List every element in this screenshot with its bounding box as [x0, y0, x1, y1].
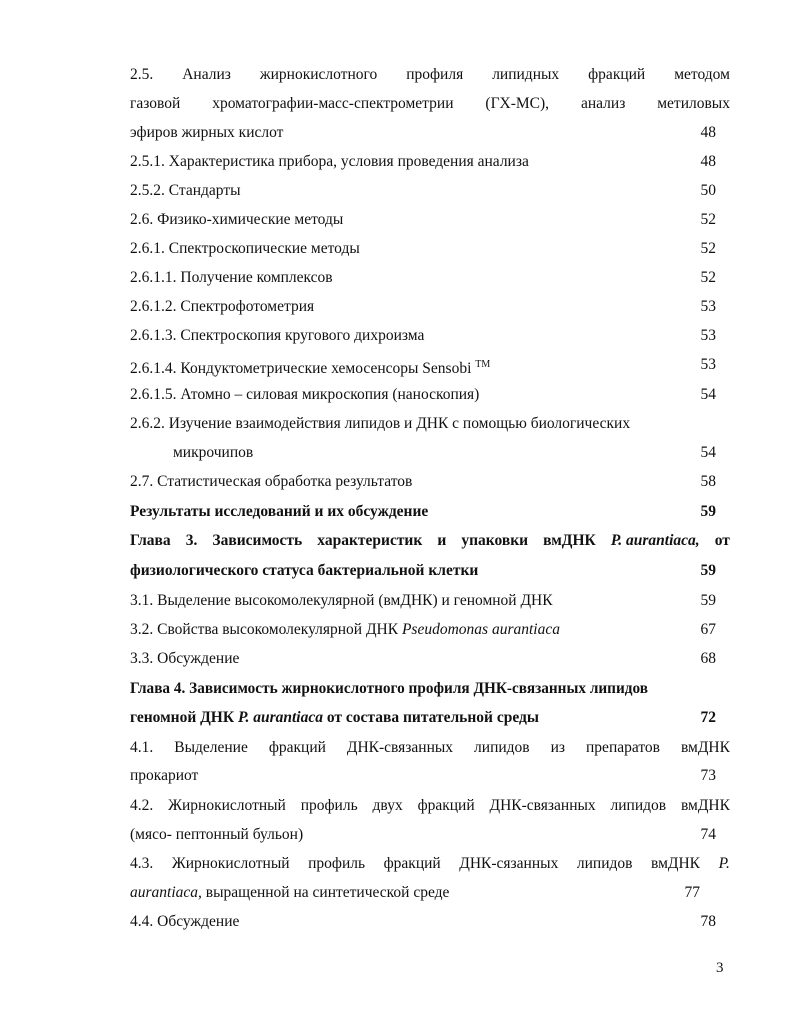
toc-page-number: 48 — [700, 153, 716, 170]
word: Жирнокислотный — [171, 855, 290, 872]
toc-entry-title: 2.5.2. Стандарты — [130, 182, 241, 199]
word: анализ — [580, 95, 626, 112]
toc-entry-title: 2.6.2. Изучение взаимодействия липидов и ДНК с помощью биологических — [130, 415, 631, 432]
toc-2-7 — [130, 471, 730, 493]
toc-results — [130, 501, 730, 523]
toc-page-number: 58 — [700, 473, 716, 490]
word: Анализ — [182, 66, 231, 83]
word: препаратов — [586, 739, 660, 756]
toc-entry-title: 2.6. Физико-химические методы — [130, 211, 344, 228]
word: двух — [372, 797, 403, 814]
toc-entry-title: 2.6.1.1. Получение комплексов — [130, 269, 333, 286]
word: 4.3. — [130, 855, 154, 872]
toc-2-6-1-3 — [130, 325, 730, 347]
toc-4-3-line2 — [130, 882, 730, 904]
toc-3-2 — [130, 619, 730, 641]
word: Жирнокислотный — [168, 797, 286, 814]
toc-entry-title: прокариот — [130, 767, 199, 784]
word: профиля — [406, 66, 464, 83]
toc-entry-title: 2.6.1.2. Спектрофотометрия — [130, 298, 315, 315]
toc-entry-title: от состава питательной среды — [326, 709, 539, 726]
species-name: P. aurantiaca, — [610, 532, 700, 549]
toc-entry-title: 2.7. Статистическая обработка результатов — [130, 473, 413, 490]
toc-entry-title: 2.6.1.4. Кондуктометрические хемосенсоры Sensobi — [130, 360, 472, 378]
toc-2-5-2 — [130, 180, 730, 202]
word: и — [437, 532, 447, 549]
word: фракций — [588, 66, 646, 83]
word: жирнокислотного — [259, 66, 378, 83]
toc-2-5-line1 — [130, 64, 730, 86]
toc-page-number: 48 — [700, 124, 716, 141]
species-name: P. aurantiaca — [237, 709, 323, 726]
toc-2-5-line2 — [130, 93, 730, 115]
toc-2-6-1 — [130, 238, 730, 260]
toc-page-number: 73 — [700, 767, 716, 784]
toc-4-1-line1 — [130, 737, 730, 759]
toc-ch4-line2 — [130, 707, 730, 729]
toc-entry-title: 3.1. Выделение высокомолекулярной (вмДНК) и геномной ДНК — [130, 592, 553, 609]
word: 2.5. — [130, 66, 154, 83]
toc-page-number: 68 — [700, 650, 716, 667]
toc-2-5-1 — [130, 151, 730, 173]
toc-2-6 — [130, 209, 730, 231]
species-name: P. — [718, 855, 730, 872]
toc-2-6-1-1 — [130, 267, 730, 289]
toc-page-number: 54 — [700, 386, 716, 403]
toc-2-5-line3 — [130, 122, 730, 144]
species-name: Pseudomonas aurantiaca — [401, 621, 560, 638]
toc-page-number: 67 — [700, 621, 716, 638]
toc-2-6-2-line2 — [130, 442, 730, 464]
word: ДНК-сязанных — [459, 855, 559, 872]
toc-entry-title: 2.6.1.5. Атомно – силовая микроскопия (наноскопия) — [130, 386, 480, 403]
toc-page-number: 53 — [700, 298, 716, 315]
toc-entry-title: 2.6.1. Спектроскопические методы — [130, 240, 360, 257]
word: Выделение — [174, 739, 248, 756]
word: липидных — [492, 66, 560, 83]
toc-entry-title: эфиров жирных кислот — [130, 124, 284, 141]
word: липидов — [610, 797, 667, 814]
word: хроматографии-масс-спектрометрии — [212, 95, 454, 112]
toc-page-number: 78 — [700, 913, 716, 930]
toc-page-number: 59 — [700, 592, 716, 609]
word: вмДНК — [680, 739, 730, 756]
toc-entry-title: выращенной на синтетической среде — [205, 884, 450, 901]
toc-page-number: 59 — [700, 562, 716, 579]
toc-entry-title: 2.5.1. Характеристика прибора, условия проведения анализа — [130, 153, 529, 170]
word: из — [550, 739, 566, 756]
word: липидов — [474, 739, 530, 756]
toc-page-number: 52 — [700, 240, 716, 257]
word: Глава — [130, 532, 171, 549]
toc-ch3-line1 — [130, 530, 730, 552]
toc-page-number: 53 — [700, 327, 716, 344]
word: 4.1. — [130, 739, 154, 756]
word: газовой — [130, 95, 181, 112]
word: профиль — [308, 855, 366, 872]
toc-ch3-line2 — [130, 560, 730, 582]
word: (ГХ-МС), — [485, 95, 550, 112]
word: липидов — [576, 855, 633, 872]
toc-page-number: 74 — [700, 826, 716, 843]
toc-entry-title: Глава 4. Зависимость жирнокислотного профиля ДНК-связанных липидов — [130, 680, 649, 697]
toc-entry-title: 4.4. Обсуждение — [130, 913, 240, 930]
word: фракций — [268, 739, 326, 756]
word: вмДНК — [680, 797, 730, 814]
word: характеристик — [317, 532, 423, 549]
word: метиловых — [657, 95, 730, 112]
toc-2-6-1-5 — [130, 384, 730, 406]
word: фракций — [383, 855, 441, 872]
word: методом — [674, 66, 730, 83]
toc-entry-title: Результаты исследований и их обсуждение — [130, 503, 429, 520]
toc-3-3 — [130, 648, 730, 670]
toc-2-6-1-2 — [130, 296, 730, 318]
toc-entry-title: 2.6.1.3. Спектроскопия кругового дихроизма — [130, 327, 425, 344]
toc-page-number: 77 — [684, 884, 700, 901]
trademark-mark: TM — [475, 359, 491, 370]
word: вмДНК — [543, 532, 596, 549]
toc-2-6-2-line1 — [130, 413, 730, 435]
toc-entry-title: 3.2. Свойства высокомолекулярной ДНК — [130, 621, 399, 638]
toc-page-number: 52 — [700, 269, 716, 286]
toc-4-2-line2 — [130, 824, 730, 846]
word: профиль — [300, 797, 358, 814]
toc-entry-title: (мясо- пептонный бульон) — [130, 826, 304, 843]
toc-4-2-line1 — [130, 795, 730, 817]
toc-4-3-line1 — [130, 853, 730, 875]
word: ДНК-связанных — [346, 739, 454, 756]
toc-page-number: 53 — [700, 356, 716, 373]
toc-4-4 — [130, 911, 730, 933]
toc-entry-title: геномной ДНК — [130, 709, 235, 726]
word: упаковки — [461, 532, 529, 549]
toc-entry-title: физиологического статуса бактериальной клетки — [130, 562, 479, 579]
toc-2-6-1-4 — [130, 354, 730, 376]
toc-entry-title: микрочипов — [173, 444, 254, 461]
word: 3. — [185, 532, 198, 549]
word: фракций — [417, 797, 475, 814]
toc-page-number: 59 — [700, 503, 716, 520]
toc-page-number: 54 — [700, 444, 716, 461]
word: от — [714, 532, 730, 549]
toc-ch4-line1 — [130, 678, 730, 700]
toc-entry-title: 3.3. Обсуждение — [130, 650, 240, 667]
toc-page-number: 72 — [700, 709, 716, 726]
word: 4.2. — [130, 797, 154, 814]
species-name: aurantiaca, — [130, 884, 202, 901]
word: вмДНК — [651, 855, 700, 872]
page-number: 3 — [716, 960, 724, 976]
toc-page-number: 52 — [700, 211, 716, 228]
toc-3-1 — [130, 590, 730, 612]
word: ДНК-связанных — [489, 797, 596, 814]
toc-page-number: 50 — [700, 182, 716, 199]
toc-4-1-line2 — [130, 765, 730, 787]
word: Зависимость — [212, 532, 303, 549]
